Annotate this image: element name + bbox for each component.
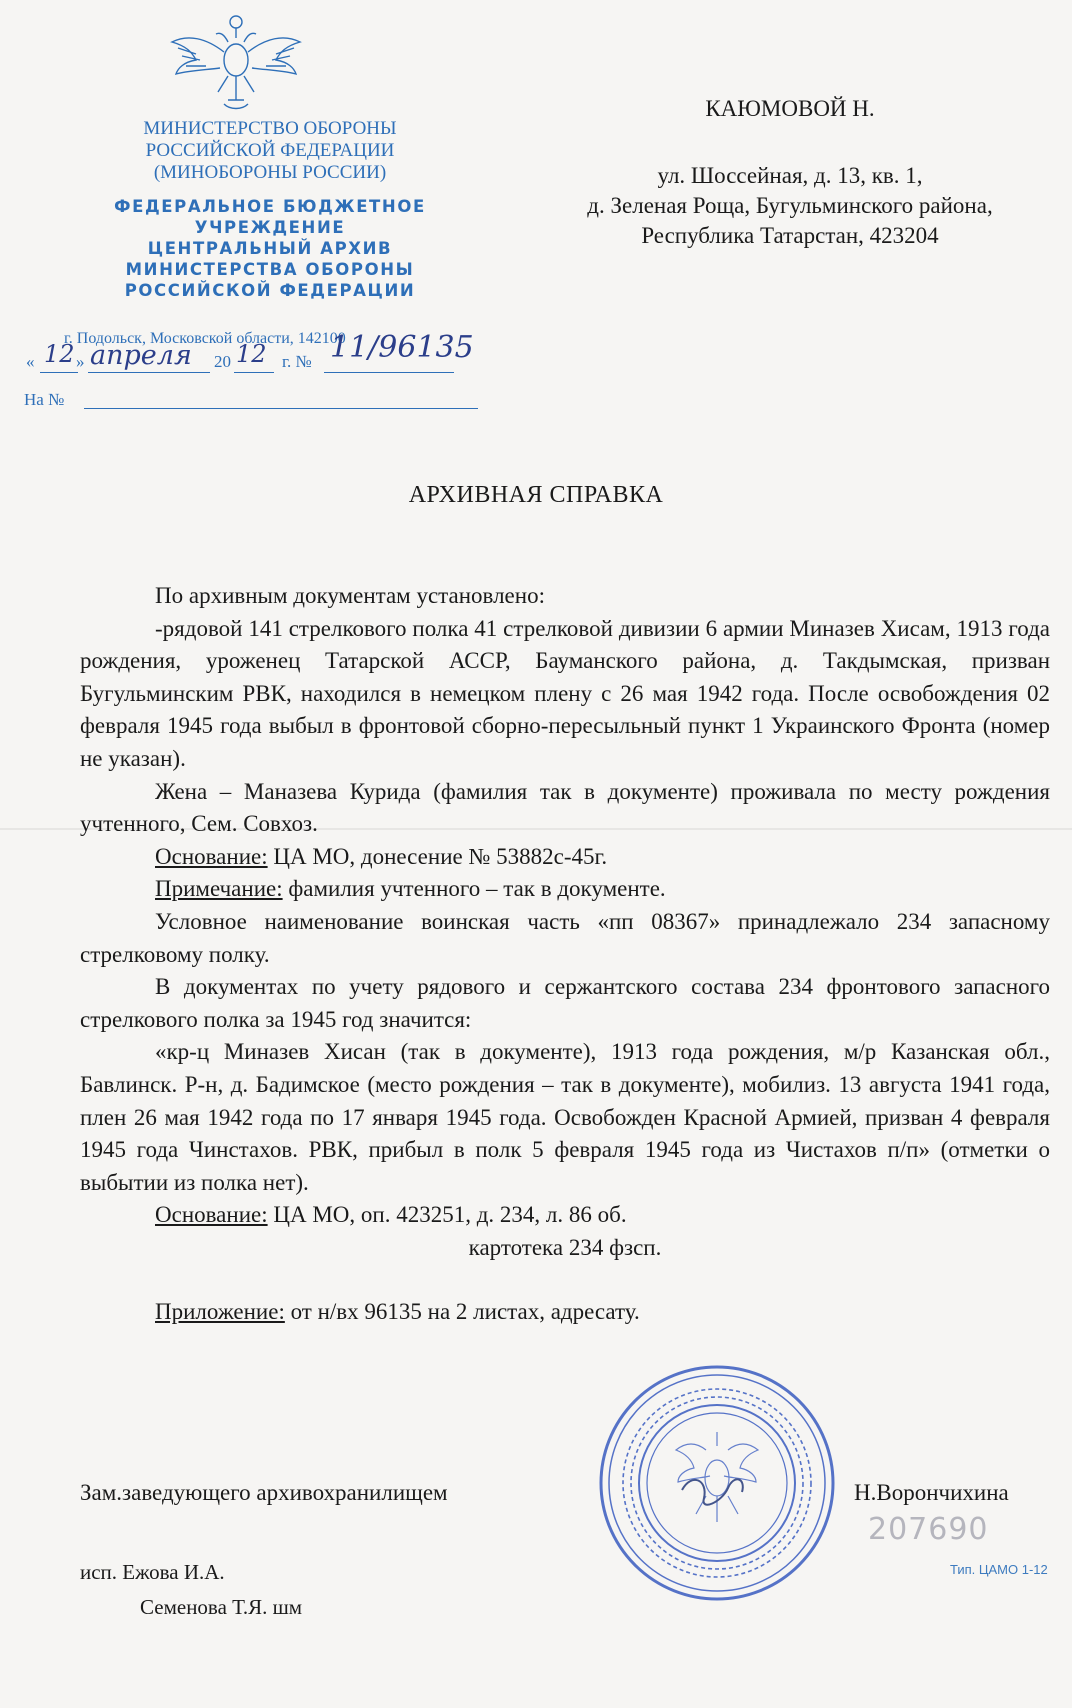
- addressee-name: КАЮМОВОЙ Н.: [705, 96, 875, 121]
- registration-line: « 12 » апреля 20 12 г. № 11/96135: [26, 330, 474, 371]
- basis-paragraph-1: [80, 841, 1050, 874]
- document-body: [80, 580, 1050, 1329]
- stamp-registration-number: 207690: [868, 1512, 989, 1547]
- basis-label-1: Основание:: [155, 843, 268, 869]
- reference-label: На №: [24, 390, 65, 409]
- paragraph-soldier-record: -рядовой 141 стрелкового полка 41 стрелковой дивизии 6 армии Миназев Хисам, 1913 года рождения, уроженец Татарской АССР, Бауманского района, д. Такдымская, призван Бугульминским РВК, находился в немецком плену с 26 мая 1942 года. После освобождения 02 февраля 1945 года выбыл в фронтовой сборно-пересыльный пункт 1 Украинского Фронта (номер не указан).: [80, 615, 1050, 771]
- intro-paragraph: По архивным документам установлено:: [155, 583, 545, 608]
- date-month: апреля: [90, 340, 192, 371]
- official-stamp-icon: [596, 1362, 838, 1604]
- print-code: Тип. ЦАМО 1-12: [950, 1562, 1048, 1577]
- basis-paragraph-2: [80, 1199, 1050, 1232]
- executor-2: Семенова Т.Я. шм: [140, 1595, 303, 1619]
- appendix-label: Приложение:: [155, 1299, 285, 1325]
- ministry-header: [60, 118, 480, 184]
- address-line-2: д. Зеленая Роща, Бугульминского района,: [587, 193, 993, 218]
- basis-text-1: ЦА МО, донесение № 53882с-45г.: [267, 843, 608, 869]
- date-day: 12: [44, 340, 75, 368]
- paragraph-unit-name: Условное наименование воинская часть «пп 08367» принадлежало 234 запасному стрелковому полку.: [80, 908, 1050, 967]
- institution-line-5: РОССИЙСКОЙ ФЕДЕРАЦИИ: [124, 281, 416, 300]
- document-title: АРХИВНАЯ СПРАВКА: [408, 482, 664, 508]
- year-word: г. №: [282, 352, 312, 371]
- ministry-line-3: (МИНОБОРОНЫ РОССИИ): [153, 162, 387, 183]
- appendix-text: от н/вх 96135 на 2 листах, адресату.: [284, 1299, 640, 1325]
- institution-city: г. Подольск, Московской области, 142100: [64, 330, 346, 347]
- note-paragraph: [80, 873, 1050, 906]
- reference-line: [24, 390, 460, 410]
- registration-number: 11/96135: [330, 330, 474, 365]
- paragraph-wife: Жена – Маназева Курида (фамилия так в документе) проживала по месту рождения учтенного, Сем. Совхоз.: [80, 778, 1050, 837]
- signatory-position: Зам.заведующего архивохранилищем: [80, 1480, 448, 1505]
- address-line-3: Республика Татарстан, 423204: [641, 223, 939, 248]
- institution-line-4: МИНИСТЕРСТВА ОБОРОНЫ: [125, 260, 415, 279]
- eagle-emblem-icon: [166, 8, 306, 114]
- paragraph-documents: В документах по учету рядового и сержантского состава 234 фронтового запасного стрелкового полка за 1945 год значится:: [80, 974, 1050, 1032]
- appendix-paragraph: [80, 1296, 1050, 1329]
- ministry-line-1: МИНИСТЕРСТВО ОБОРОНЫ: [143, 118, 397, 139]
- ministry-line-2: РОССИЙСКОЙ ФЕДЕРАЦИИ: [145, 140, 395, 161]
- institution-line-2: УЧРЕЖДЕНИЕ: [194, 218, 346, 237]
- address-line-1: ул. Шоссейная, д. 13, кв. 1,: [657, 163, 923, 188]
- basis-paragraph-2-continued: картотека 234 фзсп.: [468, 1234, 662, 1260]
- addressee-address: [520, 161, 1060, 251]
- basis-text-2: ЦА МО, оп. 423251, д. 234, л. 86 об.: [267, 1202, 627, 1228]
- basis-label-2: Основание:: [155, 1202, 268, 1228]
- note-text: фамилия учтенного – так в документе.: [282, 876, 666, 902]
- signatory-name: Н.Ворончихина: [854, 1480, 1009, 1505]
- institution-header: [60, 196, 480, 301]
- institution-line-3: ЦЕНТРАЛЬНЫЙ АРХИВ: [147, 239, 393, 258]
- note-label: Примечание:: [155, 876, 283, 902]
- year-suffix: 12: [236, 340, 267, 368]
- institution-line-1: ФЕДЕРАЛЬНОЕ БЮДЖЕТНОЕ: [114, 197, 426, 216]
- executor-1: исп. Ежова И.А.: [80, 1560, 225, 1584]
- paragraph-record-quote: «кр-ц Миназев Хисан (так в документе), 1913 года рождения, м/р Казанская обл., Бавлинск. Р-н, д. Бадимское (место рождения – так в документе), мобилиз. 13 августа 1941 года, плен 26 мая 1942 года по 17 января 1945 года. Освобожден Красной Армией, призван 4 февраля 1945 года Чинстахов. РВК, прибыл в полк 5 февраля 1945 года из Чистахов п/п» (отметки о выбытии из полка нет).: [80, 1039, 1050, 1195]
- year-prefix: 20: [214, 352, 231, 371]
